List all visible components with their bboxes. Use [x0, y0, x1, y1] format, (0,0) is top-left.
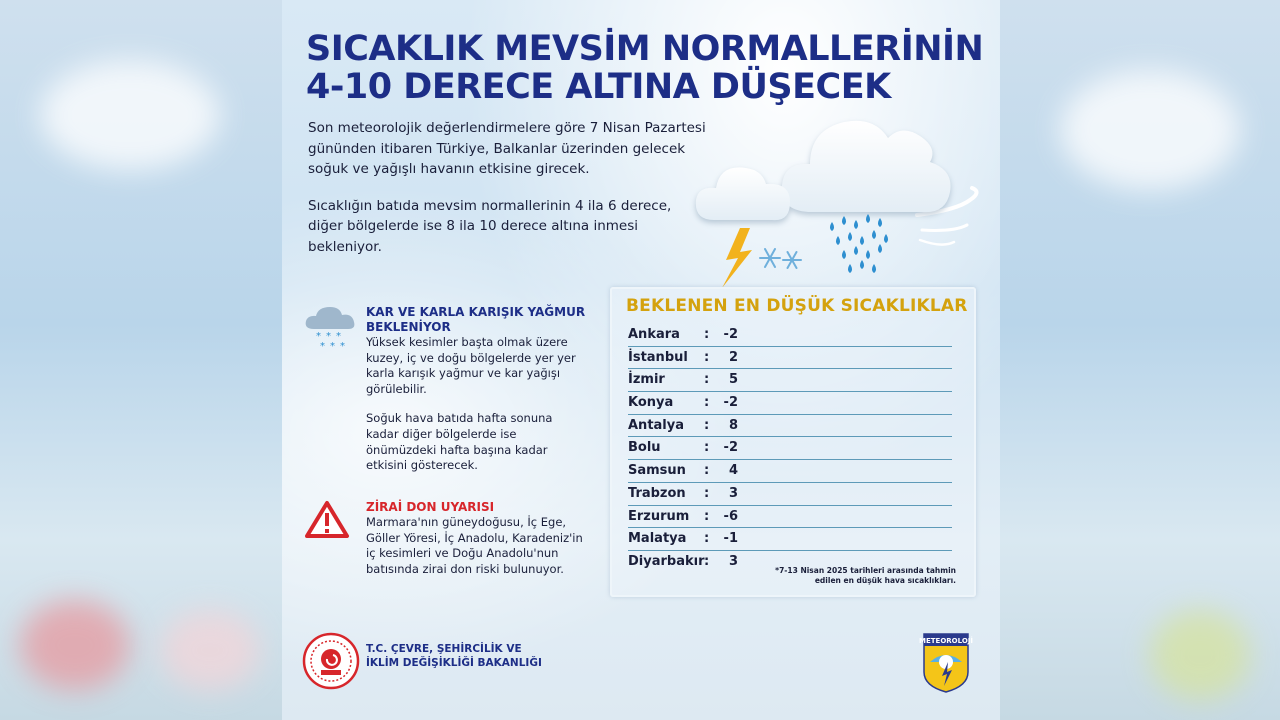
rain-drop	[866, 214, 870, 223]
city-name: Bolu	[628, 440, 661, 456]
city-name: Konya	[628, 395, 674, 411]
temperature-value: 8	[728, 417, 738, 433]
table-row	[628, 460, 952, 483]
rain-drop	[872, 264, 876, 273]
intro-text	[308, 118, 708, 273]
table-row	[628, 528, 952, 551]
table-row	[628, 415, 952, 438]
rain-drop	[878, 244, 882, 253]
row-separator: :	[704, 531, 710, 547]
rain-drop	[854, 220, 858, 229]
right-blurred-background	[1000, 0, 1280, 720]
svg-text:*: *	[330, 341, 335, 352]
meteoroloji-logo-text: METEOROLOJİ	[919, 637, 973, 645]
table-row	[628, 369, 952, 392]
table-row	[628, 347, 952, 370]
row-separator: :	[704, 440, 710, 456]
row-separator: :	[704, 417, 710, 433]
svg-text:*: *	[316, 331, 321, 342]
city-name: Malatya	[628, 531, 687, 547]
temperature-footnote: *7-13 Nisan 2025 tarihleri arasında tahmin edilen en düşük hava sıcaklıkları.	[775, 566, 956, 585]
rain-drop	[860, 236, 864, 245]
city-name: İstanbul	[628, 349, 688, 365]
ministry-name-line-2: İKLİM DEĞİŞİKLİĞİ BAKANLIĞI	[366, 657, 542, 669]
frost-warning-section	[304, 500, 584, 600]
temperature-value: 3	[728, 485, 738, 501]
temperature-value: 4	[728, 463, 738, 479]
warning-triangle-icon	[304, 500, 350, 544]
ministry-branding	[302, 632, 582, 692]
temperature-rows	[628, 324, 952, 573]
frost-body: Marmara'nın güneydoğusu, İç Ege, Göller Yöresi, İç Anadolu, Karadeniz'in iç kesimleri ve Doğu Anadolu'nun batısında zirai don riski bulunuyor.	[366, 515, 583, 576]
city-name: Antalya	[628, 417, 685, 433]
rain-drop	[884, 234, 888, 243]
frost-heading: ZİRAİ DON UYARISI	[366, 500, 495, 514]
temperature-value: -2	[723, 395, 738, 411]
table-row	[628, 324, 952, 347]
snow-paragraph-1: Yüksek kesimler başta olmak üzere kuzey, iç ve doğu bölgelerde yer yer karla karışık yağmur ve kar yağışı görülebilir.	[366, 335, 576, 396]
rain-drop	[830, 222, 834, 231]
table-row	[628, 392, 952, 415]
svg-text:*: *	[336, 331, 341, 342]
snow-heading: KAR VE KARLA KARIŞIK YAĞMUR BEKLENİYOR	[366, 305, 586, 334]
city-name: Samsun	[628, 463, 686, 479]
temperature-table-title: BEKLENEN EN DÜŞÜK SICAKLIKLAR	[626, 296, 968, 316]
city-name: Ankara	[628, 327, 680, 342]
city-name: Trabzon	[628, 485, 686, 501]
temperature-value: -2	[723, 327, 738, 342]
row-separator: :	[704, 395, 710, 411]
rain-drop	[842, 250, 846, 259]
temperature-table	[610, 287, 976, 597]
rain-drop	[860, 260, 864, 269]
city-name: Diyarbakır	[628, 553, 705, 569]
temperature-value: 5	[728, 372, 738, 388]
table-row	[628, 483, 952, 506]
rain-drop	[848, 232, 852, 241]
snow-warning-section	[304, 305, 584, 485]
svg-text:*: *	[326, 331, 331, 342]
rain-drop	[866, 250, 870, 259]
temperature-value: 3	[728, 553, 738, 569]
svg-text:*: *	[340, 341, 345, 352]
temperature-value: -6	[723, 508, 738, 524]
left-blurred-background	[0, 0, 282, 720]
rain-drop	[854, 246, 858, 255]
ministry-seal-icon	[302, 632, 360, 690]
snow-paragraph-2: Soğuk hava batıda hafta sonuna kadar diğer bölgelerde ise önümüzdeki hafta başına kadar etkisini gösterecek.	[366, 411, 553, 473]
rain-drop	[872, 230, 876, 239]
title-line-1: SICAKLIK MEVSİM NORMALLERİNİN	[306, 29, 984, 69]
svg-text:*: *	[320, 341, 325, 352]
row-separator: :	[704, 553, 710, 569]
infographic-poster	[282, 0, 1000, 720]
page-title	[306, 30, 983, 106]
meteoroloji-logo	[919, 632, 973, 698]
row-separator: :	[704, 485, 710, 501]
intro-paragraph-1: Son meteorolojik değerlendirmelere göre 7 Nisan Pazartesi gününden itibaren Türkiye, Balkanlar üzerinden gelecek soğuk ve yağışlı havanın etkisine girecek.	[308, 120, 706, 177]
city-name: İzmir	[628, 372, 665, 388]
rain-drop	[848, 264, 852, 273]
title-line-2: 4-10 DERECE ALTINA DÜŞECEK	[306, 67, 891, 107]
rain-drop	[842, 216, 846, 225]
temperature-value: -2	[723, 440, 738, 456]
rain-drop	[878, 218, 882, 227]
snow-cloud-icon	[304, 305, 358, 355]
row-separator: :	[704, 349, 710, 365]
table-row	[628, 506, 952, 529]
row-separator: :	[704, 372, 710, 388]
intro-paragraph-2: Sıcaklığın batıda mevsim normallerinin 4 ila 6 derece, diğer bölgelerde ise 8 ila 10 derece altına inmesi bekleniyor.	[308, 197, 672, 255]
weather-illustration	[692, 100, 992, 300]
rain-drop	[836, 236, 840, 245]
temperature-value: -1	[723, 531, 738, 547]
ministry-name-line-1: T.C. ÇEVRE, ŞEHİRCİLİK VE	[366, 643, 522, 655]
snow-body	[366, 335, 586, 488]
row-separator: :	[704, 508, 710, 524]
storm-cloud-icon	[692, 100, 992, 300]
city-name: Erzurum	[628, 508, 690, 524]
table-row	[628, 437, 952, 460]
row-separator: :	[704, 327, 710, 342]
ministry-name	[366, 642, 586, 670]
row-separator: :	[704, 463, 710, 479]
temperature-value: 2	[728, 349, 738, 365]
